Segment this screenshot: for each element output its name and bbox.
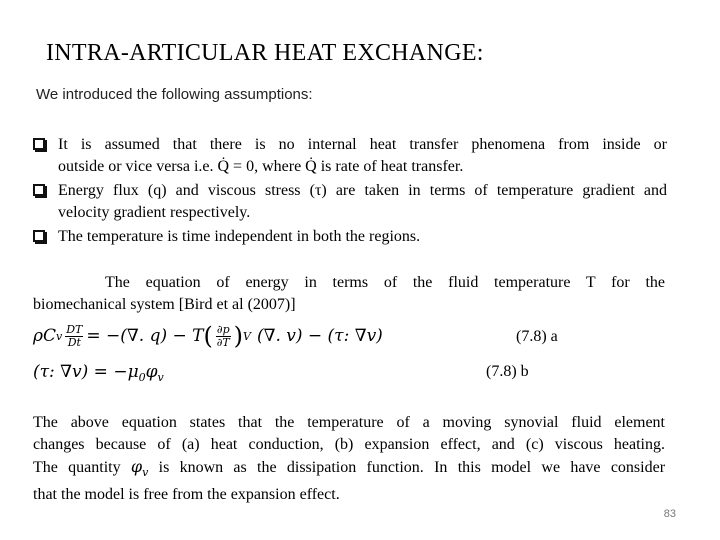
eq-subscript: v: [157, 371, 164, 384]
eq-denominator: ∂T: [216, 335, 230, 349]
eq-fraction: [216, 324, 231, 349]
eq-term: φ: [145, 362, 158, 382]
assumption-line: Energy flux (q) and viscous stress (τ) are taken in terms of temperature gradient and: [58, 182, 667, 199]
paragraph-text: The quantity: [33, 459, 121, 476]
assumption-line: velocity gradient respectively.: [58, 204, 251, 221]
eq-paren: (: [203, 322, 213, 350]
paragraph-line: biomechanical system [Bird et al (2007)]: [33, 296, 296, 313]
checkbox-bullet-icon: [33, 184, 45, 196]
assumption-line: The temperature is time independent in both the regions.: [58, 228, 421, 245]
assumption-item: [33, 226, 667, 248]
paragraph-line: The above equation states that the temperature of a moving synovial fluid element: [33, 414, 665, 431]
assumption-item: [33, 134, 667, 178]
checkbox-bullet-icon: [33, 138, 45, 150]
dissipation-equation: [33, 362, 164, 384]
assumption-list: [33, 134, 667, 250]
assumption-line: outside or vice versa i.e. Q̇ = 0, where Q̇ is rate of heat transfer.: [58, 158, 464, 175]
equation-number: (7.8) b: [486, 363, 529, 380]
eq-term: (τ: ∇v) = −μ: [33, 362, 139, 382]
page-number: 83: [663, 508, 676, 520]
eq-numerator: ∂p: [216, 322, 230, 336]
eq-subscript: v: [56, 329, 63, 343]
explanation-paragraph: [33, 412, 665, 506]
eq-paren: ): [233, 322, 243, 350]
paragraph-line: that the model is free from the expansion effect.: [33, 486, 340, 503]
paragraph-line: The equation of energy in terms of the fluid temperature T for the: [105, 274, 665, 291]
assumption-item: [33, 180, 667, 224]
phi-symbol: $\varphi_v$: [130, 457, 149, 479]
energy-equation-intro: [33, 272, 665, 316]
paragraph-line: changes because of (a) heat conduction, (b) expansion effect, and (c) viscous heating.: [33, 436, 665, 453]
energy-equation: [33, 322, 383, 350]
paragraph-text: is known as the dissipation function. In this model we have consider: [158, 459, 666, 476]
eq-numerator: DT: [66, 322, 83, 336]
paragraph-line: [33, 456, 665, 484]
intro-text: We introduced the following assumptions:: [36, 86, 313, 103]
eq-subscript: 0: [138, 371, 146, 384]
assumption-line: It is assumed that there is no internal heat transfer phenomena from inside or: [58, 136, 667, 153]
checkbox-bullet-icon: [33, 230, 45, 242]
eq-denominator: Dt: [67, 335, 81, 349]
equation-number: (7.8) a: [516, 328, 558, 345]
eq-fraction: [65, 324, 83, 349]
eq-term: ρC: [33, 326, 57, 346]
eq-term: = −(∇. q) − T: [86, 326, 204, 346]
eq-subscript: V: [242, 329, 251, 343]
eq-term: (∇. v) − (τ: ∇v): [256, 326, 383, 346]
slide-title: INTRA-ARTICULAR HEAT EXCHANGE:: [46, 40, 484, 66]
